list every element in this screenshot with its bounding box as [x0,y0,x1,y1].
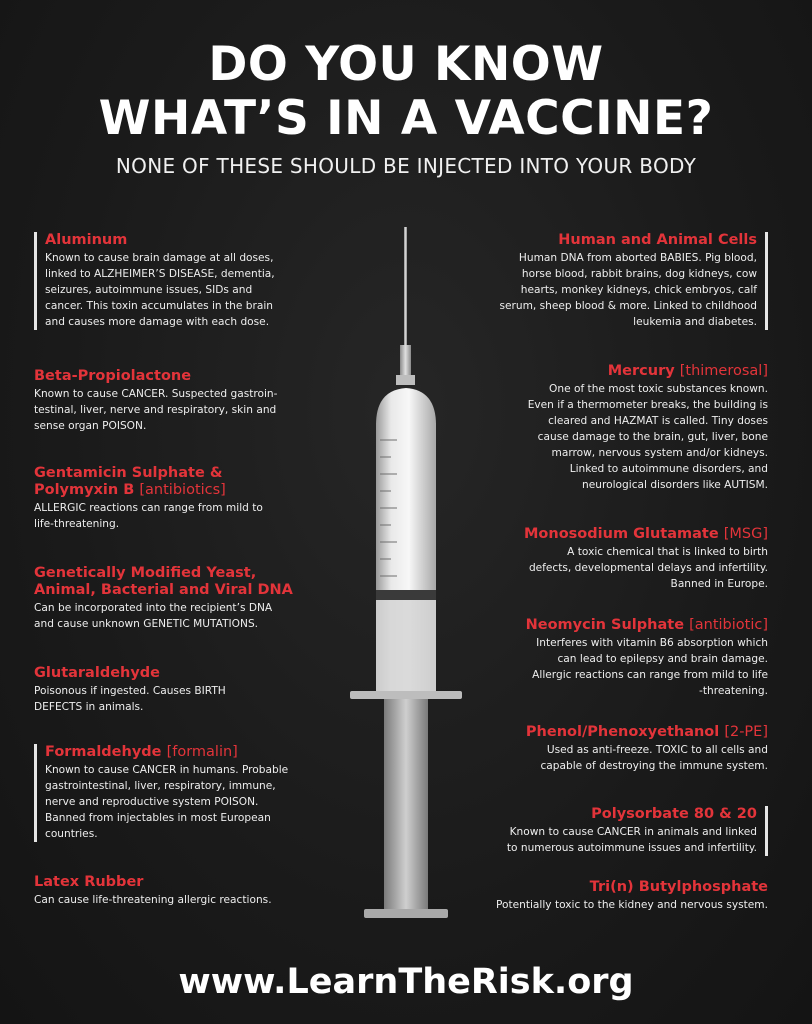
ingredient-name: Aluminum [45,232,128,248]
ingredient-description: Can be incorporated into the recipient’s DNA and cause unknown GENETIC MUTATIONS. [34,602,273,630]
ingredient-description: Known to cause brain damage at all doses, linked to ALZHEIMER’S DISEASE, dementia, seizures, autoimmune issues, SIDs and cancer. This toxin accumulates in the brain and causes more damage with each dose. [45,252,275,328]
ingredient-beta-propiolactone [34,368,324,434]
ingredient-tag: [antibiotic] [689,617,768,633]
ingredient-name: Beta-Propiolactone [34,368,192,384]
page-title [0,38,812,146]
ingredient-gentamicin-polymyxin [34,465,324,532]
ingredient-description: Known to cause CANCER. Suspected gastroin- testinal, liver, nerve and respiratory, skin and sense organ POISON. [34,388,278,432]
ingredient-name: Glutaraldehyde [34,665,161,681]
plunger-thumb-shape [364,909,448,918]
plunger-rod-shape [384,699,428,909]
syringe-illustration [345,225,467,925]
ingredient-name: Tri(n) Butylphosphate [589,879,768,895]
needle-shape [404,227,407,345]
ingredient-description: A toxic chemical that is linked to birth defects, developmental delays and infertility. Banned in Europe. [528,546,768,590]
page-subtitle: NONE OF THESE SHOULD BE INJECTED INTO YOUR BODY [115,154,697,178]
ingredient-name-line-2: Polymyxin B [antibiotics] [34,482,226,498]
ingredient-description: One of the most toxic substances known. Even if a thermometer breaks, the building is cleared and HAZMAT is called. Tiny doses cause damage to the brain, gut, liver, bone marrow, nervous system and/or kidneys. Linked to autoimmune disorders, and neurological disorders like AUTISM. [527,383,768,491]
ingredient-description: Used as anti-freeze. TOXIC to all cells and capable of destroying the immune system. [540,744,768,772]
needle-hub-shape [400,345,411,377]
ingredient-aluminum [34,232,335,330]
stopper-shape [376,590,436,600]
ingredient-name: Polysorbate 80 & 20 [591,806,757,822]
ingredient-polysorbate [457,806,768,856]
ingredient-tributylphosphate [468,879,768,913]
ingredient-human-animal-cells [457,232,768,330]
ingredient-name: Neomycin Sulphate [antibiotic] [525,617,768,633]
ingredient-description: Can cause life-threatening allergic reactions. [34,894,272,906]
ingredient-name: Gentamicin Sulphate & [34,465,223,481]
ingredient-gmo-dna [34,565,324,632]
ingredient-name: Mercury [thimerosal] [607,363,768,379]
ingredient-name: Human and Animal Cells [558,232,757,248]
ingredient-msg [468,526,768,592]
ingredient-tag: [antibiotics] [139,482,226,498]
ingredient-description: Known to cause CANCER in animals and linked to numerous autoimmune issues and infertility. [506,826,757,854]
ingredient-phenol [468,724,768,774]
ingredient-name: Formaldehyde [formalin] [45,744,238,760]
ingredient-description: Known to cause CANCER in humans. Probable gastrointestinal, liver, respiratory, immune, nerve and reproductive system POISON. Banned from injectables in most European countries. [45,764,289,840]
ingredient-latex-rubber [34,874,324,908]
ingredient-tag: [thimerosal] [679,363,768,379]
ingredient-formaldehyde [34,744,335,842]
ingredient-tag: [2-PE] [724,724,768,740]
ingredient-description: ALLERGIC reactions can range from mild to life-threatening. [34,502,263,530]
footer-url: www.LearnTheRisk.org [178,962,634,1002]
ingredient-name-line-2: Animal, Bacterial and Viral DNA [34,582,293,598]
title-line-1: DO YOU KNOW [208,37,604,92]
ingredient-description: Human DNA from aborted BABIES. Pig blood, horse blood, rabbit brains, dog kidneys, cow hearts, monkey kidneys, chick embryos, calf serum, sheep blood & more. Linked to childhood leukemia and diabetes. [499,252,757,328]
ingredient-description: Interferes with vitamin B6 absorption which can lead to epilepsy and brain damage. Allergic reactions can range from mild to life -threatening. [532,637,768,697]
ingredient-name: Genetically Modified Yeast, [34,565,257,581]
plunger-seal-shape [376,600,436,693]
ingredient-mercury [468,363,768,493]
title-line-2: WHAT’S IN A VACCINE? [98,91,714,146]
ingredient-tag: [MSG] [723,526,768,542]
finger-flange-shape [350,691,462,699]
ingredient-name: Monosodium Glutamate [MSG] [524,526,768,542]
ingredient-neomycin [468,617,768,699]
ingredient-name: Phenol/Phenoxyethanol [2-PE] [525,724,768,740]
needle-collar-shape [396,375,415,385]
ingredient-tag: [formalin] [166,744,238,760]
barrel-top-shape [376,388,436,425]
ingredient-description: Poisonous if ingested. Causes BIRTH DEFECTS in animals. [34,685,226,713]
ingredient-description: Potentially toxic to the kidney and nervous system. [495,899,768,911]
ingredient-name: Latex Rubber [34,874,144,890]
ingredient-glutaraldehyde [34,665,324,715]
